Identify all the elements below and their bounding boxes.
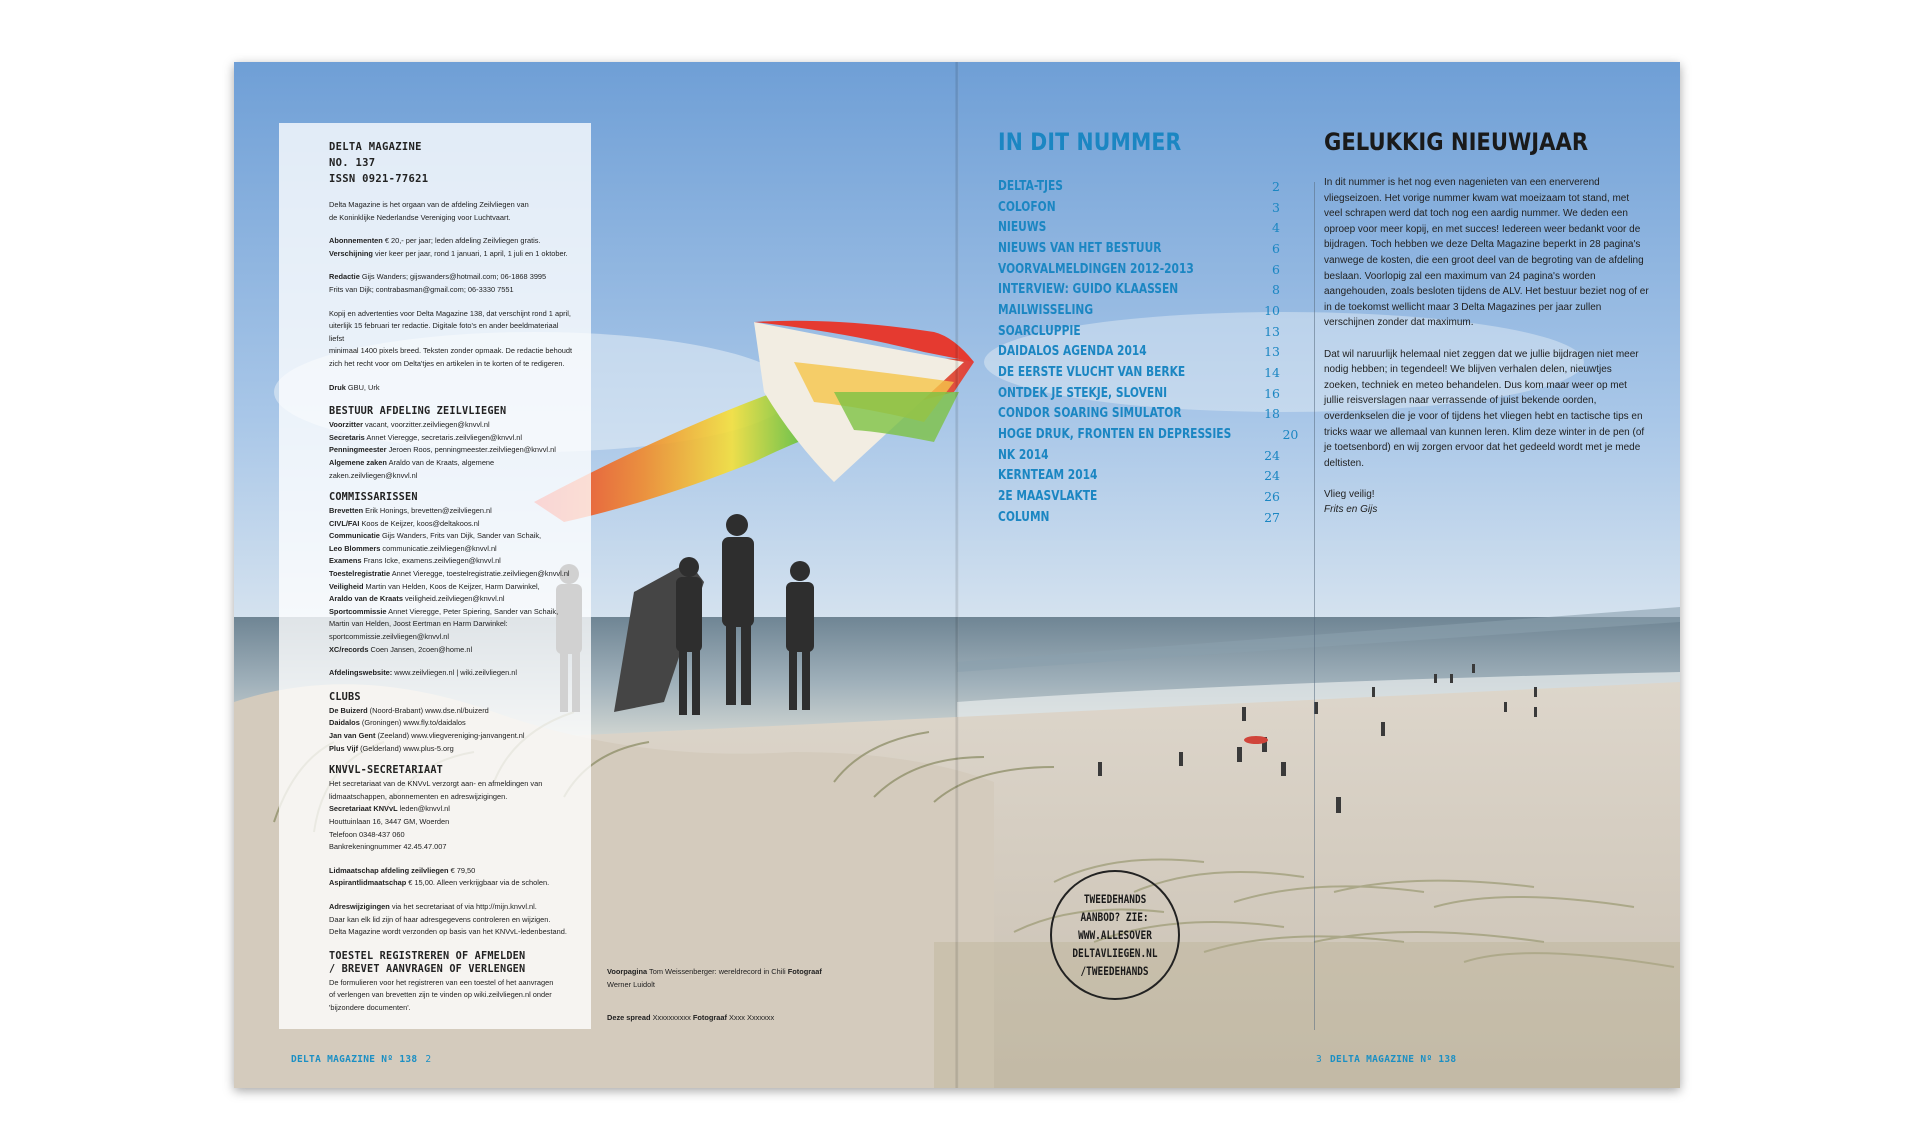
folio-right bbox=[1316, 1054, 1456, 1065]
register-heading-line: TOESTEL REGISTREREN OF AFMELDEN bbox=[329, 950, 526, 962]
column-divider bbox=[1314, 182, 1315, 1030]
address-line: Daar kan elk lid zijn of haar adresgegevens controleren en wijzigen. bbox=[329, 914, 551, 924]
caption-line: Fotograaf Werner Luidolt bbox=[607, 967, 822, 989]
register-heading-line: / BREVET AANVRAGEN OF VERLENGEN bbox=[329, 963, 526, 975]
membership-fees bbox=[329, 865, 575, 890]
fee-line: Lidmaatschap afdeling zeilvliegen € 79,50 bbox=[329, 865, 476, 875]
committee-line: sportcommissie.zeilvliegen@knvvl.nl bbox=[329, 632, 450, 642]
fee-line: Aspirantlidmaatschap € 15,00. Alleen verkrijgbaar via de scholen. bbox=[329, 878, 550, 888]
knvvl-line: Houttuinlaan 16, 3447 GM, Woerden bbox=[329, 816, 450, 826]
knvvl-line: Bankrekeningnummer 42.45.47.007 bbox=[329, 842, 447, 852]
caption-line: Deze spread Xxxxxxxxxx bbox=[607, 1013, 691, 1023]
editorial-body bbox=[1324, 175, 1649, 534]
stamp-line: WWW.ALLESOVER bbox=[1078, 928, 1152, 942]
info-line: Abonnementen € 20,- per jaar; leden afdeling Zeilvliegen gratis. bbox=[329, 236, 541, 246]
toc-item[interactable]: CONDOR SOARING SIMULATOR 18 bbox=[998, 406, 1280, 422]
masthead-title: DELTA MAGAZINE bbox=[329, 141, 422, 153]
toc-item[interactable]: DAIDALOS AGENDA 2014 13 bbox=[998, 344, 1280, 360]
intro-line: de Koninklijke Nederlandse Vereniging voor Luchtvaart. bbox=[329, 212, 511, 222]
left-page bbox=[234, 62, 957, 1088]
printer-info: Druk GBU, Urk bbox=[329, 382, 380, 392]
editorial-title: GELUKKIG NIEUWJAAR bbox=[1324, 128, 1589, 156]
editorial-paragraph: Dat wil naruurlijk helemaal niet zeggen dat we jullie bijdragen niet meer nodig hebben; in tegendeel! We blijven verhalen delen, nieuwtjes zoeken, techniek en meteo behandelen. Dus kom maar weer op met jullie reisverslagen naar verrassende of juist bekende oorden, overdenkselen die je voor of tijdens het vliegen hebt en tactische tips en tricks waar we allemaal van kunnen leren. Klim deze winter in de pen (of je toetsenbord) en wij zorgen ervoor dat het gedeeld wordt met je mede deltisten. bbox=[1324, 348, 1645, 469]
masthead bbox=[329, 139, 575, 187]
toc-item[interactable]: INTERVIEW: GUIDO KLAASSEN 8 bbox=[998, 282, 1280, 298]
toc-item[interactable]: COLOFON 3 bbox=[998, 199, 1280, 215]
page-number: 2 bbox=[425, 1054, 432, 1065]
copy-deadline-note bbox=[329, 308, 575, 371]
folio-magazine-name: DELTA MAGAZINE Nº 138 bbox=[291, 1054, 418, 1065]
board-line: Algemene zaken Araldo van de Kraats, algemene zaken.zeilvliegen@knvvl.nl bbox=[329, 457, 495, 480]
toc-item[interactable]: MAILWISSELING 10 bbox=[998, 302, 1280, 318]
knvvl-line: Telefoon 0348-437 060 bbox=[329, 829, 405, 839]
committee-line: Sportcommissie Annet Vieregge, Peter Spiering, Sander van Schaik, bbox=[329, 606, 559, 616]
register-heading bbox=[329, 950, 575, 976]
committee-line: Leo Blommers communicatie.zeilvliegen@knvvl.nl bbox=[329, 543, 497, 553]
club-line: Jan van Gent (Zeeland) www.vliegvereniging-janvangent.nl bbox=[329, 731, 525, 740]
caption-line: Fotograaf Xxxx Xxxxxxx bbox=[692, 1013, 775, 1023]
board-list bbox=[329, 419, 575, 482]
board-line: Secretaris Annet Vieregge, secretaris.zeilvliegen@knvvl.nl bbox=[329, 432, 523, 442]
editors-info bbox=[329, 271, 575, 296]
spread-caption bbox=[607, 1012, 837, 1025]
knvvl-heading: KNVVL-SECRETARIAAT bbox=[329, 765, 444, 777]
page-number: 3 bbox=[1316, 1054, 1323, 1065]
stamp-line: TWEEDEHANDS bbox=[1083, 892, 1147, 906]
note-line: Kopij en advertenties voor Delta Magazine 138, dat verschijnt rond 1 april, bbox=[329, 308, 571, 318]
colophon-panel bbox=[279, 123, 591, 1029]
clubs-list bbox=[329, 705, 575, 755]
register-line: of verlengen van brevetten zijn te vinden op wiki.zeilvliegen.nl onder bbox=[329, 990, 552, 1000]
toc-item[interactable]: NK 2014 24 bbox=[998, 447, 1280, 463]
second-hand-stamp[interactable] bbox=[1050, 870, 1180, 1000]
toc-item[interactable]: DELTA-TJES 2 bbox=[998, 178, 1280, 194]
address-changes bbox=[329, 901, 575, 939]
committee-line: Examens Frans Icke, examens.zeilvliegen@knvvl.nl bbox=[329, 556, 501, 566]
signoff-line: Vlieg veilig! bbox=[1324, 488, 1375, 500]
committee-line: XC/records Coen Jansen, 2coen@home.nl bbox=[329, 644, 473, 654]
club-line: Plus Vijf (Gelderland) www.plus-5.org bbox=[329, 743, 454, 753]
toc-title: IN DIT NUMMER bbox=[998, 128, 1182, 156]
folio-left bbox=[291, 1054, 439, 1065]
committee-line: Brevetten Erik Honings, brevetten@zeilvliegen.nl bbox=[329, 506, 492, 516]
register-line: De formulieren voor het registreren van een toestel of het aanvragen bbox=[329, 977, 554, 987]
table-of-contents bbox=[998, 176, 1299, 528]
website-info: Afdelingswebsite: www.zeilvliegen.nl | wiki.zeilvliegen.nl bbox=[329, 668, 517, 678]
info-line: Verschijning vier keer per jaar, rond 1 januari, 1 april, 1 juli en 1 oktober. bbox=[329, 248, 568, 258]
register-info bbox=[329, 977, 575, 1015]
toc-item[interactable]: VOORVALMELDINGEN 2012-2013 6 bbox=[998, 261, 1280, 277]
board-line: Penningmeester Jeroen Roos, penningmeester.zeilvliegen@knvvl.nl bbox=[329, 445, 556, 455]
intro-text bbox=[329, 199, 575, 224]
toc-item[interactable]: NIEUWS VAN HET BESTUUR 6 bbox=[998, 240, 1280, 256]
knvvl-line: Het secretariaat van de KNVvL verzorgt aan- en afmeldingen van bbox=[329, 779, 543, 789]
toc-item[interactable]: DE EERSTE VLUCHT VAN BERKE 14 bbox=[998, 365, 1280, 381]
committee-line: CIVL/FAI Koos de Keijzer, koos@deltakoos.nl bbox=[329, 518, 480, 528]
toc-item[interactable]: HOGE DRUK, FRONTEN EN DEPRESSIES 20 bbox=[998, 427, 1299, 443]
toc-item[interactable]: COLUMN 27 bbox=[998, 509, 1280, 525]
register-line: 'bijzondere documenten'. bbox=[329, 1002, 411, 1012]
committee-line: Toestelregistratie Annet Vieregge, toestelregistratie.zeilvliegen@knvvl.nl bbox=[329, 569, 570, 579]
address-line: Delta Magazine wordt verzonden op basis van het KNVvL-ledenbestand. bbox=[329, 927, 567, 937]
board-heading: BESTUUR AFDELING ZEILVLIEGEN bbox=[329, 406, 507, 418]
issue-number: NO. 137 bbox=[329, 157, 376, 169]
note-line: uiterlijk 15 februari ter redactie. Digitale foto's en ander beeldmateriaal liefst bbox=[329, 321, 559, 343]
note-line: zich het recht voor om Delta'tjes en artikelen in te korten of te redigeren. bbox=[329, 358, 565, 368]
stamp-line: /TWEEDEHANDS bbox=[1080, 964, 1150, 978]
toc-item[interactable]: 2E MAASVLAKTE 26 bbox=[998, 489, 1280, 505]
magazine-spread bbox=[234, 62, 1680, 1088]
knvvl-line: lidmaatschappen, abonnementen en adreswijzigingen. bbox=[329, 791, 508, 801]
cover-caption bbox=[607, 966, 837, 991]
knvvl-info bbox=[329, 778, 575, 854]
board-line: Voorzitter vacant, voorzitter.zeilvliegen@knvvl.nl bbox=[329, 420, 490, 430]
info-line: Redactie Gijs Wanders; gijswanders@hotmail.com; 06-1868 3995 bbox=[329, 272, 547, 282]
toc-item[interactable]: SOARCLUPPIE 13 bbox=[998, 323, 1280, 339]
committee-line: Veiligheid Martin van Helden, Koos de Keijzer, Harm Darwinkel, bbox=[329, 581, 540, 591]
stamp-line: DELTAVLIEGEN.NL bbox=[1072, 946, 1158, 960]
club-line: De Buizerd (Noord-Brabant) www.dse.nl/buizerd bbox=[329, 705, 489, 715]
toc-item[interactable]: NIEUWS 4 bbox=[998, 220, 1280, 236]
issn: ISSN 0921-77621 bbox=[329, 173, 429, 185]
info-line: Frits van Dijk; contrabasman@gmail.com; 06-3330 7551 bbox=[329, 284, 514, 294]
editorial-paragraph: In dit nummer is het nog even nagenieten van een enerverend vliegseizoen. Het vorige nummer kwam wat moeizaam tot stand, met veel schrapen werd dat toch nog een aardig nummer. We deden een oproep voor meer kopij, en met succes! Iedereen weer bedankt voor de bijdragen. Toch hebben we deze Delta Magazine beperkt in 28 pagina's vanwege de kosten, die een groot deel van de begroting van de afdeling beslaan. Voorlopig zal een maximum van 24 pagina's worden aangehouden, zoals besloten tijdens de ALV. Het bestuur beziet nog of er in de toekomst wellicht maar 3 Delta Magazines per jaar zullen verschijnen zonder dat maximum. bbox=[1324, 177, 1649, 329]
committee-line: Communicatie Gijs Wanders, Frits van Dijk, Sander van Schaik, bbox=[329, 531, 542, 541]
committees-list bbox=[329, 505, 575, 656]
photo-captions bbox=[607, 966, 837, 1046]
subscription-info bbox=[329, 235, 575, 260]
committee-line: Martin van Helden, Joost Eertman en Harm Darwinkel: bbox=[329, 619, 508, 629]
address-line: Adreswijzigingen via het secretariaat of via http://mijn.knvvl.nl. bbox=[329, 901, 537, 911]
note-line: minimaal 1400 pixels breed. Teksten zonder opmaak. De redactie behoudt bbox=[329, 346, 573, 356]
stamp-line: AANBOD? ZIE: bbox=[1080, 910, 1150, 924]
folio-magazine-name: DELTA MAGAZINE Nº 138 bbox=[1330, 1054, 1457, 1065]
signoff-authors: Frits en Gijs bbox=[1324, 504, 1378, 516]
knvvl-line: Secretariaat KNVvL leden@knvvl.nl bbox=[329, 804, 450, 814]
caption-line: Voorpagina Tom Weissenberger: wereldrecord in Chili bbox=[607, 967, 786, 976]
committee-line: Araldo van de Kraats veiligheid.zeilvliegen@knvvl.nl bbox=[329, 594, 505, 604]
committees-heading: COMMISSARISSEN bbox=[329, 492, 418, 504]
clubs-heading: CLUBS bbox=[329, 691, 361, 703]
toc-item[interactable]: KERNTEAM 2014 24 bbox=[998, 468, 1280, 484]
intro-line: Delta Magazine is het orgaan van de afdeling Zeilvliegen van bbox=[329, 200, 529, 209]
editorial-signoff bbox=[1324, 487, 1649, 518]
club-line: Daidalos (Groningen) www.fly.to/daidalos bbox=[329, 718, 466, 728]
toc-item[interactable]: ONTDEK JE STEKJE, SLOVENI 16 bbox=[998, 385, 1280, 401]
right-page bbox=[957, 62, 1680, 1088]
